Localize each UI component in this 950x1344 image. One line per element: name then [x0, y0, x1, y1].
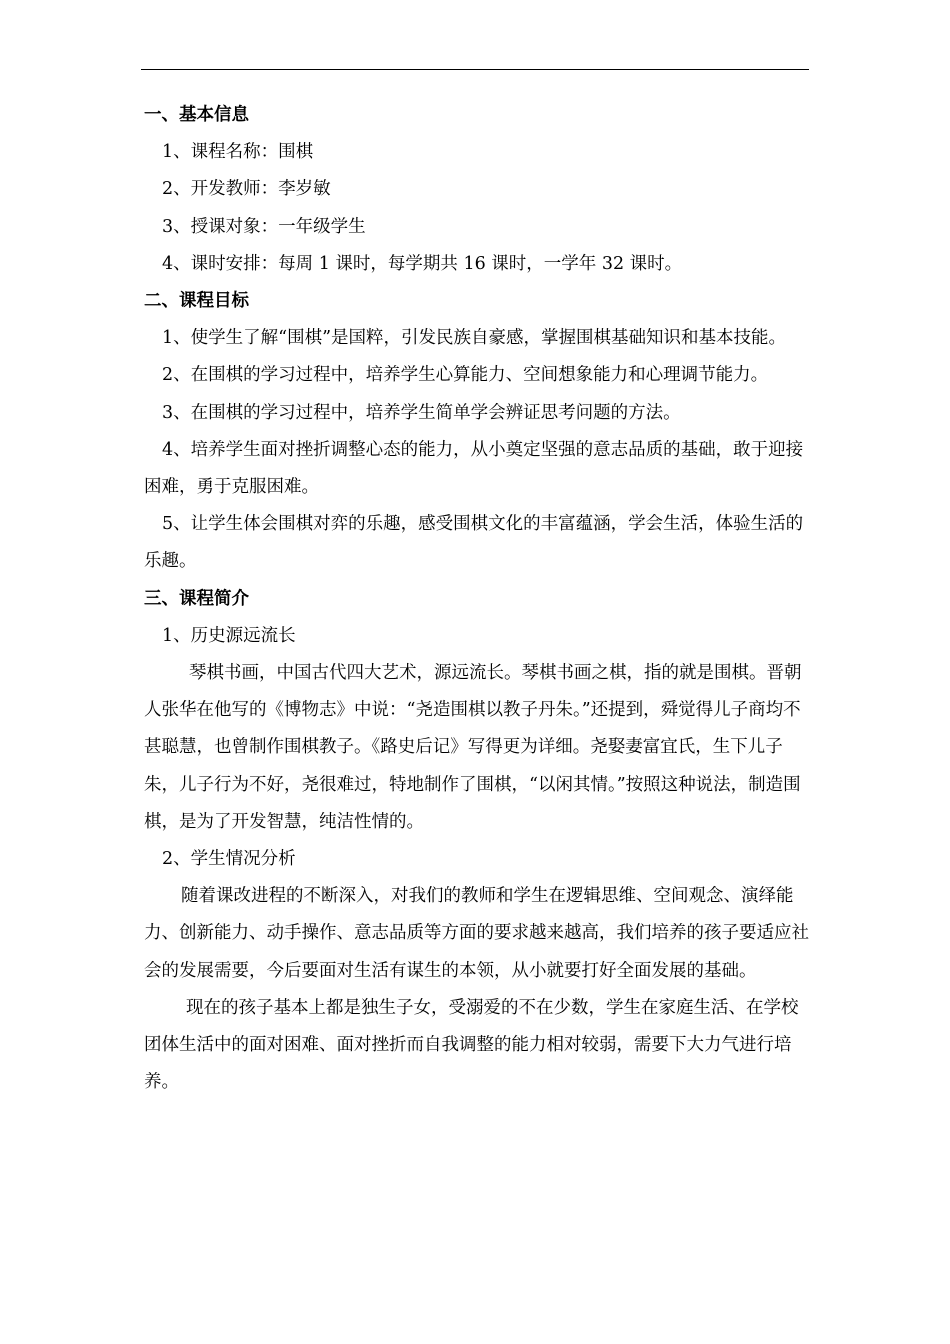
info-audience: 3、授课对象：一年级学生: [162, 216, 366, 237]
header-rule: [141, 69, 809, 70]
section-heading-intro: 三、课程简介: [144, 588, 249, 609]
students-paragraph-2: 现在的孩子基本上都是独生子女，受溺爱的不在少数，学生在家庭生活、在学校团体生活中的面对困难、面对挫折而自我调整的能力相对较弱，需要下大力气进行培养。: [144, 997, 799, 1093]
info-course-name: 1、课程名称：围棋: [162, 142, 314, 163]
goal-item-1: 1、使学生了解“围棋”是国粹，引发民族自豪感，掌握围棋基础知识和基本技能。: [162, 328, 787, 349]
goal-item-5: 5、让学生体会围棋对弈的乐趣，感受围棋文化的丰富蕴涵，学会生活，体验生活的乐趣。: [144, 514, 804, 572]
history-paragraph: 琴棋书画，中国古代四大艺术，源远流长。琴棋书画之棋，指的就是围棋。晋朝人张华在他写的《博物志》中说：“尧造围棋以教子丹朱。”还提到，舜觉得儿子商均不甚聪慧，也曾制作围棋教子。《路史后记》写得更为详细。尧娶妻富宜氏，生下儿子朱，儿子行为不好，尧很难过，特地制作了围棋，“以闲其情。”按照这种说法，制造围棋，是为了开发智慧，纯洁性情的。: [144, 663, 802, 832]
students-paragraph-1: 随着课改进程的不断深入，对我们的教师和学生在逻辑思维、空间观念、演绎能力、创新能力、动手操作、意志品质等方面的要求越来越高，我们培养的孩子要适应社会的发展需要，今后要面对生活有谋生的本领，从小就要打好全面发展的基础。: [144, 886, 809, 981]
goal-item-3: 3、在围棋的学习过程中，培养学生简单学会辨证思考问题的方法。: [162, 402, 681, 423]
section-heading-basic-info: 一、基本信息: [144, 105, 249, 125]
document-body: [144, 97, 810, 1101]
info-schedule: 4、课时安排：每周 1 课时，每学期共 16 课时，一学年 32 课时。: [162, 253, 683, 274]
goal-item-4: 4、培养学生面对挫折调整心态的能力，从小奠定坚强的意志品质的基础，敢于迎接困难，勇于克服困难。: [144, 439, 804, 498]
section-heading-goals: 二、课程目标: [144, 291, 249, 312]
subsection-title-history: 1、历史源远流长: [162, 625, 296, 646]
info-teacher: 2、开发教师：李岁敏: [162, 179, 331, 200]
goal-item-2: 2、在围棋的学习过程中，培养学生心算能力、空间想象能力和心理调节能力。: [162, 365, 769, 386]
subsection-title-students: 2、学生情况分析: [162, 849, 296, 870]
